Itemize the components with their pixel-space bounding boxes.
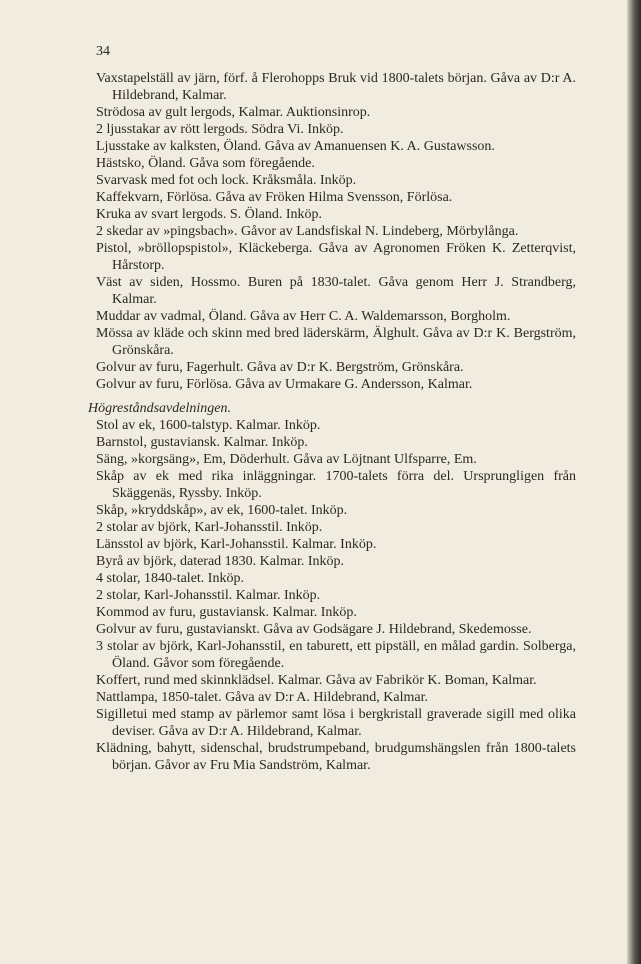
catalog-entry: Svarvask med fot och lock. Kråksmåla. Inköp. — [96, 173, 357, 188]
catalog-entry: 4 stolar, 1840-talet. Inköp. — [96, 571, 244, 586]
section-title: Högreståndsavdelningen. — [88, 401, 231, 416]
catalog-entry: Skåp av ek med rika inläggningar. 1700-talets förra del. Ursprungligen från Skäggenäs, Ryssby. Inköp. — [96, 469, 576, 501]
catalog-entry: Säng, »korgsäng», Em, Döderhult. Gåva av Löjtnant Ulfsparre, Em. — [96, 452, 477, 467]
page-number: 34 — [96, 44, 110, 59]
catalog-entry: Stol av ek, 1600-talstyp. Kalmar. Inköp. — [96, 418, 321, 433]
catalog-entry: Byrå av björk, daterad 1830. Kalmar. Inköp. — [96, 554, 345, 569]
catalog-entry: Länsstol av björk, Karl-Johansstil. Kalmar. Inköp. — [96, 537, 377, 552]
catalog-entry: Vaxstapelställ av järn, förf. å Flerohopps Bruk vid 1800-talets början. Gåva av D:r A. Hildebrand, Kalmar. — [96, 71, 576, 103]
catalog-entry: Skåp, »kryddskåp», av ek, 1600-talet. Inköp. — [96, 503, 348, 518]
catalog-entry: Golvur av furu, Fagerhult. Gåva av D:r K. Bergström, Grönskåra. — [96, 360, 464, 375]
catalog-entry: 2 skedar av »pingsbach». Gåvor av Landsfiskal N. Lindeberg, Mörbylånga. — [96, 224, 519, 239]
catalog-entry: Hästsko, Öland. Gåva som föregående. — [96, 156, 315, 171]
catalog-entry: Kommod av furu, gustaviansk. Kalmar. Inköp. — [96, 605, 357, 620]
catalog-entry: 2 ljusstakar av rött lergods. Södra Vi. Inköp. — [96, 122, 344, 137]
catalog-entry: Muddar av vadmal, Öland. Gåva av Herr C. A. Waldemarsson, Borgholm. — [96, 309, 511, 324]
catalog-entry: Väst av siden, Hossmo. Buren på 1830-talet. Gåva genom Herr J. Strandberg, Kalmar. — [96, 275, 576, 307]
catalog-entry: Kruka av svart lergods. S. Öland. Inköp. — [96, 207, 323, 222]
catalog-entry: Barnstol, gustaviansk. Kalmar. Inköp. — [96, 435, 308, 450]
entry-list-top — [96, 70, 576, 393]
entry-list-section — [96, 417, 576, 774]
catalog-entry: Golvur av furu, Förlösa. Gåva av Urmakare G. Andersson, Kalmar. — [96, 377, 473, 392]
catalog-entry: Strödosa av gult lergods, Kalmar. Auktionsinrop. — [96, 105, 371, 120]
catalog-entry: Koffert, rund med skinnklädsel. Kalmar. Gåva av Fabrikör K. Boman, Kalmar. — [96, 673, 537, 688]
catalog-entry: Pistol, »bröllopspistol», Kläckeberga. Gåva av Agronomen Fröken K. Zetterqvist, Hårstorp. — [96, 241, 576, 273]
catalog-entry: 3 stolar av björk, Karl-Johansstil, en taburett, ett pipställ, en målad gardin. Solberga, Öland. Gåvor som föregående. — [96, 639, 576, 671]
catalog-entry: Nattlampa, 1850-talet. Gåva av D:r A. Hildebrand, Kalmar. — [96, 690, 429, 705]
page-content — [88, 70, 576, 774]
catalog-entry: Sigilletui med stamp av pärlemor samt lösa i bergkristall graverade sigill med olika deviser. Gåva av D:r A. Hildebrand, Kalmar. — [96, 707, 576, 739]
catalog-entry: Golvur av furu, gustavianskt. Gåva av Godsägare J. Hildebrand, Skedemosse. — [96, 622, 532, 637]
catalog-entry: Kaffekvarn, Förlösa. Gåva av Fröken Hilma Svensson, Förlösa. — [96, 190, 453, 205]
catalog-entry: Ljusstake av kalksten, Öland. Gåva av Amanuensen K. A. Gustawsson. — [96, 139, 495, 154]
catalog-entry: Mössa av kläde och skinn med bred läderskärm, Älghult. Gåva av D:r K. Bergström, Grönskåra. — [96, 326, 576, 358]
catalog-entry: 2 stolar av björk, Karl-Johansstil. Inköp. — [96, 520, 323, 535]
book-binding-edge — [627, 0, 641, 964]
catalog-entry: 2 stolar, Karl-Johansstil. Kalmar. Inköp. — [96, 588, 321, 603]
catalog-entry: Klädning, bahytt, sidenschal, brudstrumpeband, brudgumshängslen från 1800-talets början. Gåvor av Fru Mia Sandström, Kalmar. — [96, 741, 576, 773]
